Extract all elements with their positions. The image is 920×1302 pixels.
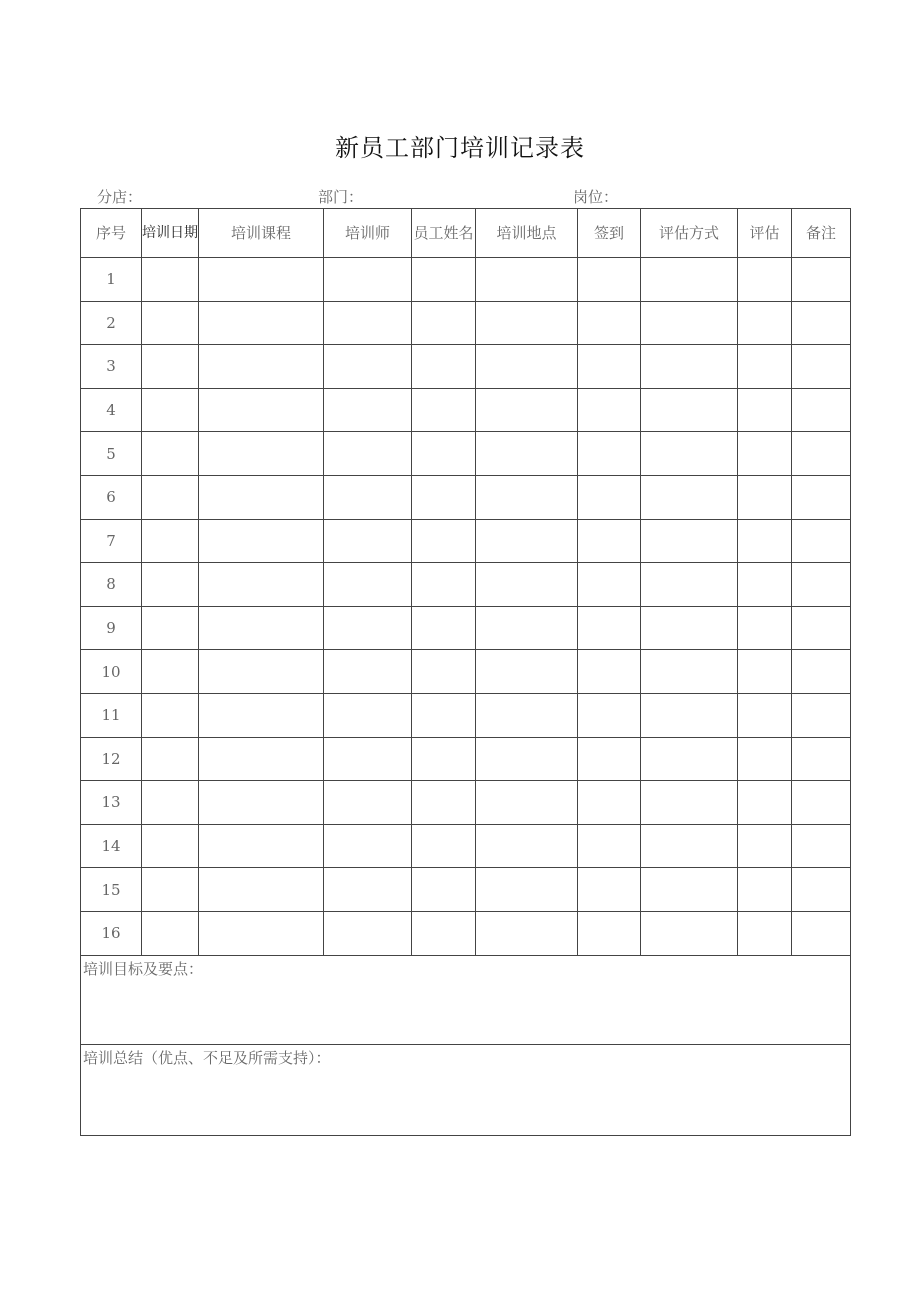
row-number: 11 bbox=[81, 693, 142, 737]
table-cell[interactable] bbox=[641, 781, 738, 825]
row-number: 15 bbox=[81, 868, 142, 912]
row-number: 8 bbox=[81, 563, 142, 607]
table-cell[interactable] bbox=[412, 563, 476, 607]
table-cell[interactable] bbox=[578, 258, 641, 302]
table-cell[interactable] bbox=[578, 301, 641, 345]
table-cell[interactable] bbox=[792, 388, 851, 432]
table-cell[interactable] bbox=[142, 475, 199, 519]
table-cell[interactable] bbox=[476, 868, 578, 912]
header-cell: 员工姓名 bbox=[412, 209, 476, 258]
table-cell[interactable] bbox=[412, 737, 476, 781]
table-cell[interactable] bbox=[142, 388, 199, 432]
table-cell[interactable] bbox=[412, 475, 476, 519]
table-cell[interactable] bbox=[792, 345, 851, 389]
table-cell[interactable] bbox=[578, 824, 641, 868]
table-cell[interactable] bbox=[641, 432, 738, 476]
table-cell[interactable] bbox=[476, 650, 578, 694]
table-cell[interactable] bbox=[199, 781, 324, 825]
table-row bbox=[81, 824, 851, 868]
table-row bbox=[81, 563, 851, 607]
table-cell[interactable] bbox=[641, 737, 738, 781]
table-cell[interactable] bbox=[324, 388, 412, 432]
table-cell[interactable] bbox=[792, 650, 851, 694]
table-cell[interactable] bbox=[476, 693, 578, 737]
table-cell[interactable] bbox=[792, 693, 851, 737]
table-row bbox=[81, 475, 851, 519]
table-cell[interactable] bbox=[641, 563, 738, 607]
row-number: 7 bbox=[81, 519, 142, 563]
table-cell[interactable] bbox=[324, 781, 412, 825]
table-cell[interactable] bbox=[412, 432, 476, 476]
table-cell[interactable] bbox=[199, 563, 324, 607]
table-row bbox=[81, 693, 851, 737]
table-cell[interactable] bbox=[641, 301, 738, 345]
table-cell[interactable] bbox=[792, 737, 851, 781]
table-row bbox=[81, 650, 851, 694]
row-number: 16 bbox=[81, 911, 142, 955]
table-row bbox=[81, 388, 851, 432]
table-cell[interactable] bbox=[578, 345, 641, 389]
table-cell[interactable] bbox=[738, 258, 792, 302]
table-cell[interactable] bbox=[412, 301, 476, 345]
table-cell[interactable] bbox=[578, 519, 641, 563]
table-cell[interactable] bbox=[476, 258, 578, 302]
table-cell[interactable] bbox=[476, 301, 578, 345]
table-cell[interactable] bbox=[142, 693, 199, 737]
table-cell[interactable] bbox=[142, 345, 199, 389]
table-cell[interactable] bbox=[578, 606, 641, 650]
table-cell[interactable] bbox=[412, 911, 476, 955]
table-cell[interactable] bbox=[324, 519, 412, 563]
table-cell[interactable] bbox=[738, 606, 792, 650]
table-cell[interactable] bbox=[324, 258, 412, 302]
table-row bbox=[81, 345, 851, 389]
table-cell[interactable] bbox=[199, 258, 324, 302]
table-cell[interactable] bbox=[199, 693, 324, 737]
summary-row bbox=[81, 1044, 851, 1135]
table-cell[interactable] bbox=[199, 519, 324, 563]
header-cell: 评估方式 bbox=[641, 209, 738, 258]
table-cell[interactable] bbox=[738, 824, 792, 868]
table-cell[interactable] bbox=[324, 345, 412, 389]
table-cell[interactable] bbox=[412, 388, 476, 432]
table-cell[interactable] bbox=[738, 650, 792, 694]
table-cell[interactable] bbox=[738, 911, 792, 955]
goals-label[interactable]: 培训目标及要点： bbox=[81, 955, 851, 1044]
table-cell[interactable] bbox=[641, 868, 738, 912]
table-row bbox=[81, 301, 851, 345]
table-cell[interactable] bbox=[792, 258, 851, 302]
table-cell[interactable] bbox=[199, 301, 324, 345]
table-cell[interactable] bbox=[412, 693, 476, 737]
header-cell: 培训课程 bbox=[199, 209, 324, 258]
table-cell[interactable] bbox=[142, 868, 199, 912]
table-cell[interactable] bbox=[324, 606, 412, 650]
table-cell[interactable] bbox=[199, 824, 324, 868]
row-number: 13 bbox=[81, 781, 142, 825]
table-cell[interactable] bbox=[199, 606, 324, 650]
table-cell[interactable] bbox=[199, 650, 324, 694]
table-cell[interactable] bbox=[578, 693, 641, 737]
table-cell[interactable] bbox=[476, 824, 578, 868]
table-cell[interactable] bbox=[324, 301, 412, 345]
table-cell[interactable] bbox=[578, 475, 641, 519]
table-row bbox=[81, 606, 851, 650]
table-cell[interactable] bbox=[641, 911, 738, 955]
header-cell: 评估 bbox=[738, 209, 792, 258]
table-cell[interactable] bbox=[641, 824, 738, 868]
header-cell: 签到 bbox=[578, 209, 641, 258]
table-cell[interactable] bbox=[142, 258, 199, 302]
table-cell[interactable] bbox=[199, 432, 324, 476]
table-cell[interactable] bbox=[738, 563, 792, 607]
row-number: 4 bbox=[81, 388, 142, 432]
table-cell[interactable] bbox=[792, 519, 851, 563]
table-cell[interactable] bbox=[792, 824, 851, 868]
table-cell[interactable] bbox=[324, 475, 412, 519]
table-cell[interactable] bbox=[412, 345, 476, 389]
table-cell[interactable] bbox=[792, 606, 851, 650]
table-cell[interactable] bbox=[738, 693, 792, 737]
table-cell[interactable] bbox=[476, 781, 578, 825]
summary-label[interactable]: 培训总结（优点、不足及所需支持）： bbox=[81, 1044, 851, 1135]
table-cell[interactable] bbox=[792, 781, 851, 825]
table-cell[interactable] bbox=[142, 432, 199, 476]
table-cell[interactable] bbox=[199, 737, 324, 781]
table-cell[interactable] bbox=[324, 693, 412, 737]
page-title: 新员工部门培训记录表 bbox=[335, 134, 585, 162]
table-cell[interactable] bbox=[412, 781, 476, 825]
row-number: 1 bbox=[81, 258, 142, 302]
header-cell: 序号 bbox=[81, 209, 142, 258]
table-cell[interactable] bbox=[412, 258, 476, 302]
table-cell[interactable] bbox=[142, 301, 199, 345]
table-cell[interactable] bbox=[476, 475, 578, 519]
table-cell[interactable] bbox=[412, 606, 476, 650]
table-cell[interactable] bbox=[578, 911, 641, 955]
table-cell[interactable] bbox=[738, 475, 792, 519]
table-cell[interactable] bbox=[142, 824, 199, 868]
table-cell[interactable] bbox=[641, 650, 738, 694]
table-cell[interactable] bbox=[476, 519, 578, 563]
table-cell[interactable] bbox=[641, 388, 738, 432]
table-cell[interactable] bbox=[142, 606, 199, 650]
table-cell[interactable] bbox=[324, 824, 412, 868]
header-cell: 培训师 bbox=[324, 209, 412, 258]
table-cell[interactable] bbox=[476, 432, 578, 476]
table-cell[interactable] bbox=[578, 737, 641, 781]
table-cell[interactable] bbox=[578, 868, 641, 912]
table-cell[interactable] bbox=[578, 563, 641, 607]
table-cell[interactable] bbox=[199, 911, 324, 955]
table-cell[interactable] bbox=[641, 475, 738, 519]
table-cell[interactable] bbox=[641, 345, 738, 389]
table-cell[interactable] bbox=[324, 911, 412, 955]
row-number: 14 bbox=[81, 824, 142, 868]
table-cell[interactable] bbox=[476, 345, 578, 389]
table-cell[interactable] bbox=[142, 737, 199, 781]
table-cell[interactable] bbox=[142, 563, 199, 607]
goals-row bbox=[81, 955, 851, 1044]
table-cell[interactable] bbox=[792, 432, 851, 476]
table-cell[interactable] bbox=[199, 388, 324, 432]
table-cell[interactable] bbox=[412, 868, 476, 912]
table-cell[interactable] bbox=[792, 868, 851, 912]
table-cell[interactable] bbox=[641, 606, 738, 650]
table-cell[interactable] bbox=[199, 868, 324, 912]
table-cell[interactable] bbox=[324, 868, 412, 912]
table-cell[interactable] bbox=[641, 258, 738, 302]
header-cell: 培训日期 bbox=[142, 209, 199, 258]
table-row bbox=[81, 781, 851, 825]
table-row bbox=[81, 519, 851, 563]
table-cell[interactable] bbox=[738, 345, 792, 389]
table-row bbox=[81, 258, 851, 302]
table-cell[interactable] bbox=[792, 563, 851, 607]
table-cell[interactable] bbox=[792, 301, 851, 345]
table-cell[interactable] bbox=[476, 911, 578, 955]
table-cell[interactable] bbox=[324, 563, 412, 607]
table-row bbox=[81, 432, 851, 476]
table-cell[interactable] bbox=[738, 737, 792, 781]
table-header-row bbox=[81, 209, 851, 258]
table-cell[interactable] bbox=[324, 737, 412, 781]
row-number: 2 bbox=[81, 301, 142, 345]
table-cell[interactable] bbox=[578, 388, 641, 432]
row-number: 10 bbox=[81, 650, 142, 694]
table-row bbox=[81, 737, 851, 781]
table-cell[interactable] bbox=[476, 388, 578, 432]
table-cell[interactable] bbox=[412, 824, 476, 868]
table-cell[interactable] bbox=[412, 650, 476, 694]
table-cell[interactable] bbox=[476, 563, 578, 607]
table-row bbox=[81, 911, 851, 955]
branch-label: 分店： bbox=[97, 188, 143, 206]
table-cell[interactable] bbox=[792, 475, 851, 519]
table-cell[interactable] bbox=[578, 650, 641, 694]
row-number: 3 bbox=[81, 345, 142, 389]
table-cell[interactable] bbox=[641, 519, 738, 563]
table-cell[interactable] bbox=[142, 519, 199, 563]
position-label: 岗位： bbox=[573, 188, 619, 206]
table-cell[interactable] bbox=[476, 737, 578, 781]
table-cell[interactable] bbox=[738, 432, 792, 476]
table-cell[interactable] bbox=[578, 432, 641, 476]
row-number: 5 bbox=[81, 432, 142, 476]
table-cell[interactable] bbox=[142, 650, 199, 694]
header-cell: 培训地点 bbox=[476, 209, 578, 258]
table-cell[interactable] bbox=[142, 911, 199, 955]
table-row bbox=[81, 868, 851, 912]
training-record-table bbox=[80, 208, 851, 1136]
department-label: 部门： bbox=[318, 188, 364, 206]
table-cell[interactable] bbox=[142, 781, 199, 825]
table-cell[interactable] bbox=[199, 475, 324, 519]
table-cell[interactable] bbox=[792, 911, 851, 955]
table-cell[interactable] bbox=[738, 868, 792, 912]
row-number: 12 bbox=[81, 737, 142, 781]
table-cell[interactable] bbox=[578, 781, 641, 825]
table-cell[interactable] bbox=[324, 650, 412, 694]
table-cell[interactable] bbox=[324, 432, 412, 476]
row-number: 9 bbox=[81, 606, 142, 650]
table-cell[interactable] bbox=[641, 693, 738, 737]
table-cell[interactable] bbox=[738, 388, 792, 432]
row-number: 6 bbox=[81, 475, 142, 519]
table-cell[interactable] bbox=[738, 301, 792, 345]
table-cell[interactable] bbox=[738, 519, 792, 563]
table-cell[interactable] bbox=[412, 519, 476, 563]
table-cell[interactable] bbox=[476, 606, 578, 650]
table-cell[interactable] bbox=[738, 781, 792, 825]
header-cell: 备注 bbox=[792, 209, 851, 258]
table-cell[interactable] bbox=[199, 345, 324, 389]
